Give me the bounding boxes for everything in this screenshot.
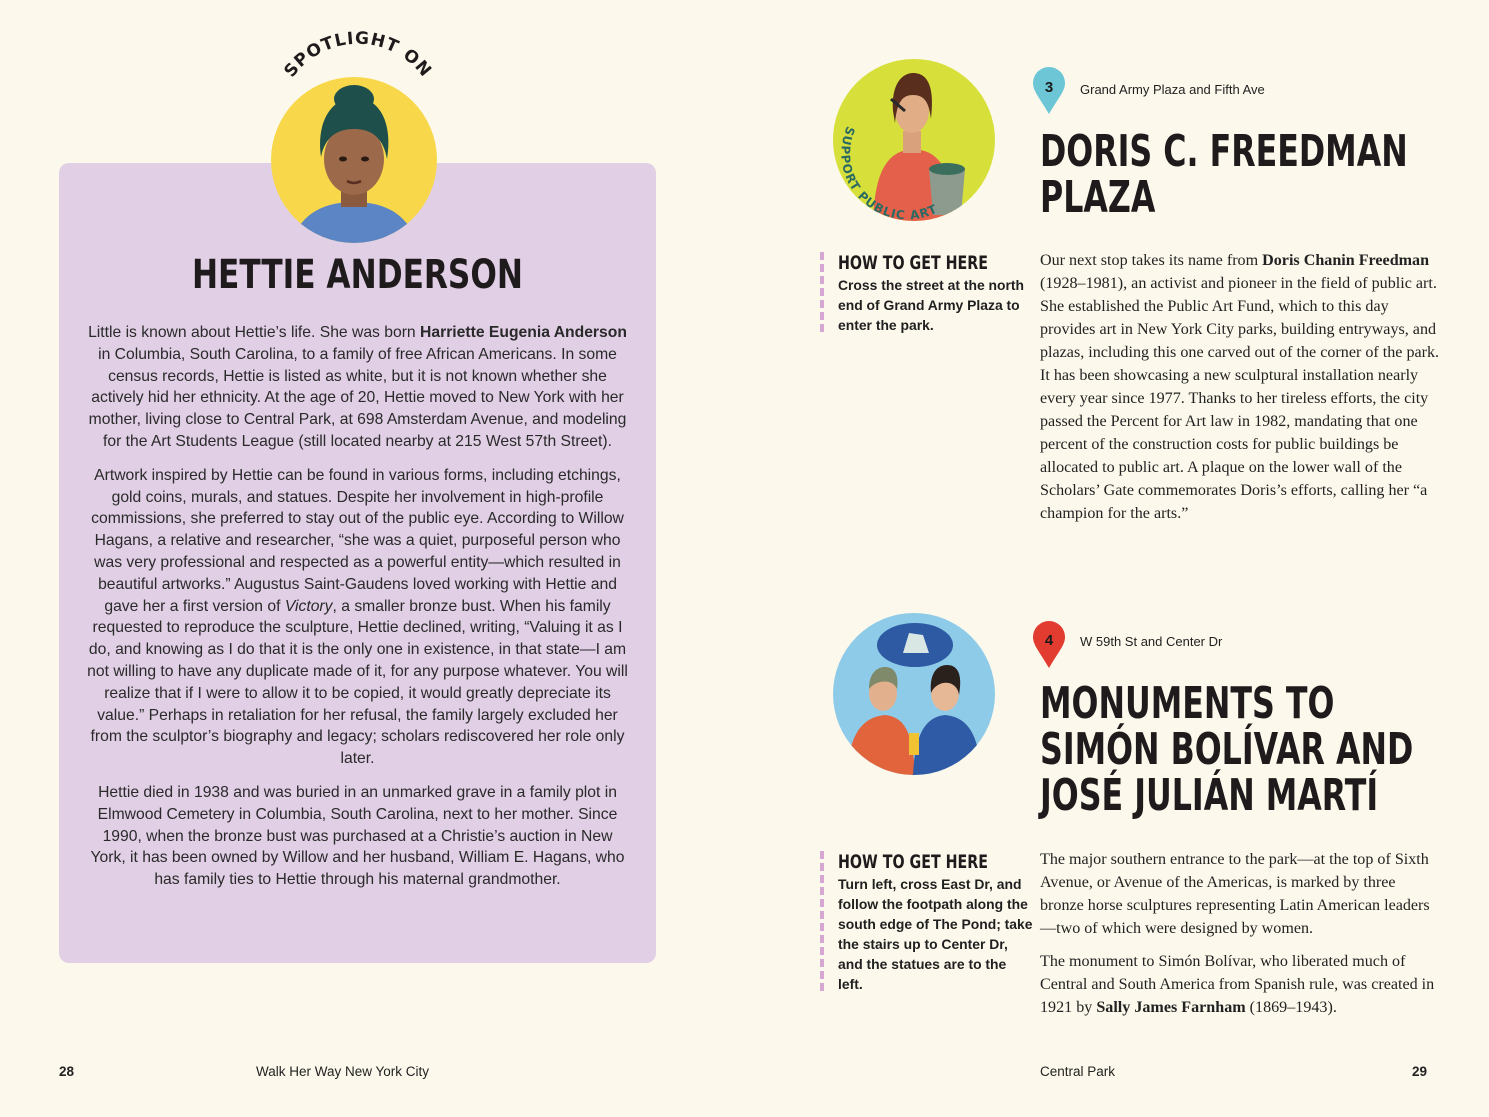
spotlight-paragraph-2: Artwork inspired by Hettie can be found in various forms, including etchings, gold coins, murals, and statues. Despite her involvement in high-profile commissions, she preferred to stay out of the public eye. According to Willow Hagans, a relative and researcher, “she was a quiet, purposeful person who was very professional and respected as a powerful entity—which resulted in beautiful artworks.” Augustus Saint-Gaudens loved working with Hettie and gave her a first version of Victory, a smaller bronze bust. When his family requested to reproduce the sculpture, Hettie declined, writing, “Valuing it as I do, and knowing as I do that it is the only one in existence, in that state—I am not willing to have any duplicate made of it, for any purpose whatever. You will realize that if I were to allow it to be copied, it would greatly depreciate its value.” Perhaps in retaliation for her refusal, the family largely excluded her from the sculptor’s biography and legacy; scholars rediscovered her role only later. xyxy=(87,466,628,768)
stop-4-howto-heading: HOW TO GET HERE xyxy=(838,851,988,873)
stop-3-number: 3 xyxy=(1044,79,1054,96)
stop-4-howto-text: Turn left, cross East Dr, and follow the footpath along the south edge of The Pond; take the stairs up to Center Dr, and the statues are to the left. xyxy=(838,876,1033,992)
spotlight-paragraph-1: Little is known about Hettie’s life. She was born Harriette Eugenia Anderson in Columbia, South Carolina, to a family of free African Americans. In some census records, Hettie is listed as white, but it is not known whether she actively hid her ethnicity. At the age of 20, Hettie moved to New York with her mother, living close to Central Park, at 698 Amsterdam Avenue, and modeling for the Art Students League (still located nearby at 215 West 57th Street). xyxy=(88,324,627,450)
svg-text:SPOTLIGHT ON xyxy=(280,29,435,82)
right-page-number: 29 xyxy=(1412,1064,1428,1079)
stop-3-howto-text: Cross the street at the north end of Grand Army Plaza to enter the park. xyxy=(838,277,1025,333)
stop-3-location: Grand Army Plaza and Fifth Ave xyxy=(1080,82,1265,97)
stop-4-number: 4 xyxy=(1044,632,1054,649)
hettie-portrait-image xyxy=(271,77,437,243)
spotlight-paragraph-3: Hettie died in 1938 and was buried in an unmarked grave in a family plot in Elmwood Cemetery in Columbia, South Carolina, next to her mother. Since 1990, when the bronze bust was purchased at a Christie’s auction in New York, it has been owned by Willow and her husband, William E. Hagans, who has family ties to Hettie through his maternal grandmother. xyxy=(90,783,625,889)
stop-3-howto-heading: HOW TO GET HERE xyxy=(838,252,988,274)
left-page-number: 28 xyxy=(59,1064,75,1079)
doris-freedman-illustration xyxy=(833,59,995,221)
spotlight-name: HETTIE ANDERSON xyxy=(191,252,524,298)
stop-3-title-line-1: DORIS C. FREEDMAN xyxy=(1040,126,1408,177)
stop-4-paragraph-2: The monument to Simón Bolívar, who liberated much of Central and South America from Spanish rule, was created in 1921 by Sally James Farnham (1869–1943). xyxy=(1040,953,1435,1016)
stop-3-paragraph: Our next stop takes its name from Doris Chanin Freedman (1928–1981), an activist and pioneer in the field of public art. She established the Public Art Fund, which to this day provides art in New York City parks, building entryways, and plazas, including this one carved out of the corner of the park. It has been showcasing a new sculptural installation nearly every year since 1977. Thanks to her tireless efforts, the city passed the Percent for Art law in 1982, mandating that one percent of the construction costs for public buildings be allocated to public art. A plaque on the lower wall of the Scholars’ Gate commemorates Doris’s efforts, calling her “a champion for the arts.” xyxy=(1040,252,1440,522)
stop-4-paragraph-1: The major southern entrance to the park—at the top of Sixth Avenue, or Avenue of the Americas, is marked by three bronze horse sculptures representing Latin American leaders—two of which were designed by women. xyxy=(1040,851,1430,937)
stop-4-title-line-2: SIMÓN BOLÍVAR AND xyxy=(1040,724,1414,775)
stop-3-title-line-2: PLAZA xyxy=(1040,172,1156,223)
stop-4-title-line-1: MONUMENTS TO xyxy=(1040,678,1335,729)
stop-4-title xyxy=(1040,678,1414,821)
left-running-title: Walk Her Way New York City xyxy=(256,1064,430,1079)
stop-3-body xyxy=(1040,249,1440,535)
spotlight-label-text: SPOTLIGHT ON xyxy=(280,28,436,82)
stop-3-directions xyxy=(820,252,1033,332)
right-running-title: Central Park xyxy=(1040,1064,1116,1079)
stop-4-title-line-3: JOSÉ JULIÁN MARTÍ xyxy=(1040,770,1379,821)
support-public-art-badge-text: SUPPORT PUBLIC ART xyxy=(838,124,940,221)
spotlight-body xyxy=(84,322,631,903)
stop-4-location: W 59th St and Center Dr xyxy=(1080,634,1223,649)
stop-4-directions xyxy=(820,851,1033,991)
stop-4-body xyxy=(1040,848,1435,1029)
stop-3-title xyxy=(1040,126,1408,223)
monuments-women-sculptors-illustration xyxy=(833,613,995,775)
